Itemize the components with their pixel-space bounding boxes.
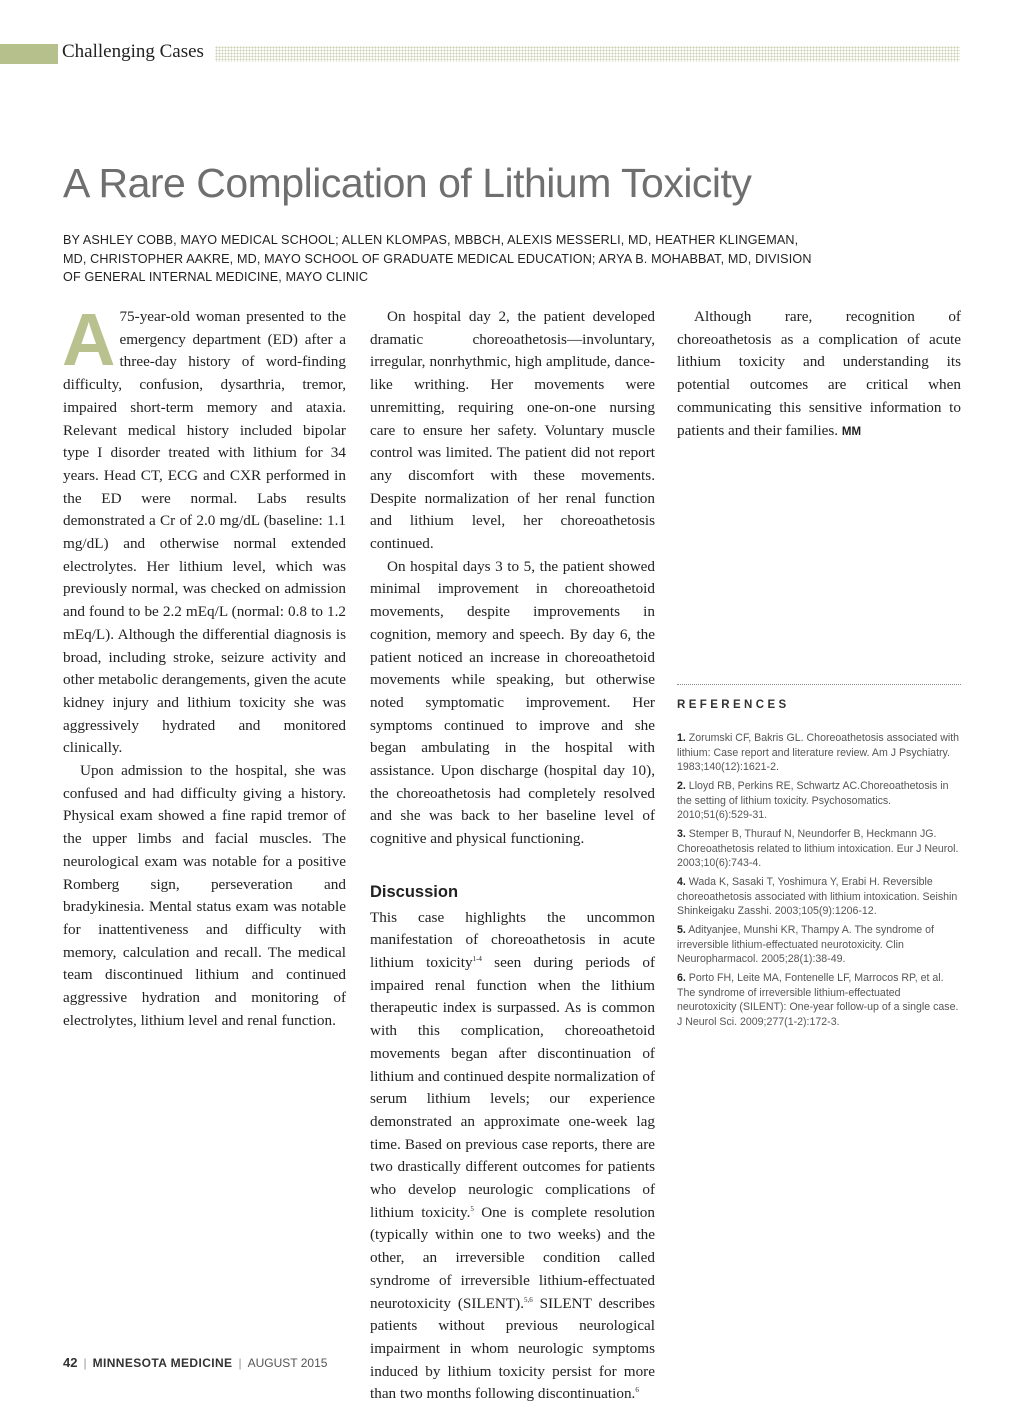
column-3 bbox=[677, 306, 961, 443]
header-dotted-rule bbox=[215, 46, 960, 62]
reference-number: 6. bbox=[677, 972, 686, 984]
magazine-name: MINNESOTA MEDICINE bbox=[92, 1356, 233, 1370]
paragraph-text: Upon admission to the hospital, she was confused and had difficulty giving a history. Physical exam showed a fine rapid tremor of the upper limbs and facial muscles. The neurological exam was notable for a positive Romberg sign, perseveration and bradykinesia. Mental status exam was notable for inattentiveness and difficulty with memory, calculation and recall. The medical team discontinued lithium and continued aggressive hydration and monitoring of electrolytes, lithium level and renal function. bbox=[63, 762, 346, 1029]
column-1 bbox=[62, 298, 346, 1033]
footer-separator: | bbox=[83, 1356, 87, 1370]
paragraph bbox=[370, 556, 655, 851]
paragraph-text: On hospital days 3 to 5, the patient showed minimal improvement in choreoathetoid movements, despite improvements in cognition, memory and speech. By day 6, the patient noticed an increase in choreoathetoid movements while speaking, but otherwise noted symptomatic improvement. Her symptoms continued to improve and she began ambulating in the hospital with assistance. Upon discharge (hospital day 10), the choreoathetosis had completely resolved and she was back to her baseline level of cognitive and physical functioning. bbox=[370, 557, 655, 848]
paragraph-continued bbox=[63, 760, 346, 1032]
references-dotted-rule bbox=[677, 684, 961, 685]
paragraph-text: This case highlights the uncommon manifestation of choreoathetosis in acute lithium toxicity bbox=[370, 908, 655, 971]
references-list bbox=[677, 731, 961, 1034]
reference-item bbox=[677, 779, 961, 823]
drop-cap: A bbox=[62, 298, 116, 381]
citation: 5,6 bbox=[524, 1295, 533, 1304]
page-footer bbox=[63, 1355, 327, 1370]
footer-separator: | bbox=[238, 1356, 242, 1370]
paragraph-text: 75-year-old woman presented to the emergency department (ED) after a three-day history of word-finding difficulty, confusion, dysarthria, tremor, impaired short-term memory and ataxia. Relevant medical history included bipolar type I disorder treated with lithium for 34 years. Head CT, ECG and CXR performed in the ED were normal. Labs results demonstrated a Cr of 2.0 mg/dL (baseline: 1.1 mg/dL) and otherwise normal extended electrolytes. Her lithium level, which was previously normal, was checked on admission and found to be 2.2 mEq/L (normal: 0.8 to 1.2 mEq/L). Although the differential diagnosis is broad, including stroke, seizure activity and other metabolic derangements, given the acute kidney injury and lithium toxicity she was aggressively hydrated and monitored clinically. bbox=[63, 308, 346, 757]
section-label: Challenging Cases bbox=[62, 41, 204, 62]
paragraph bbox=[62, 298, 346, 760]
discussion-heading: Discussion bbox=[370, 882, 459, 901]
article-byline: BY ASHLEY COBB, MAYO MEDICAL SCHOOL; ALLEN KLOMPAS, MBBCH, ALEXIS MESSERLI, MD, HEATHER KLINGEMAN, MD, CHRISTOPHER AAKRE, MD, MAYO SCHOOL OF GRADUATE MEDICAL EDUCATION; ARYA B. MOHABBAT, MD, DIVISION OF GENERAL INTERNAL MEDICINE, MAYO CLINIC bbox=[63, 233, 812, 284]
reference-number: 5. bbox=[677, 924, 686, 936]
reference-item bbox=[677, 827, 961, 871]
section-accent-bar bbox=[0, 44, 58, 64]
page-number: 42 bbox=[63, 1355, 78, 1370]
paragraph bbox=[370, 306, 655, 556]
reference-item bbox=[677, 875, 961, 919]
paragraph-text: One is complete resolution (typically within one to two weeks) and the other, an irreversible condition called syndrome of irreversible lithium-effectuated neurotoxicity (SILENT). bbox=[370, 1203, 655, 1312]
end-mark: MM bbox=[841, 425, 862, 438]
column-2 bbox=[370, 306, 655, 1406]
citation: 6 bbox=[635, 1386, 639, 1395]
paragraph-text: Although rare, recognition of choreoathetosis as a complication of acute lithium toxicity and understanding its potential outcomes are critical when communicating this sensitive information to patients and their families. bbox=[677, 308, 961, 439]
reference-item bbox=[677, 731, 961, 775]
paragraph-text: SILENT describes patients without previous neurological impairment in whom neurologic symptoms induced by lithium toxicity persist for more than two months following discontinuation. bbox=[370, 1294, 655, 1403]
reference-text: Stemper B, Thurauf N, Neundorfer B, Heckmann JG. Choreoathetosis related to lithium intoxication. Eur J Neurol. 2003;10(6):743-4. bbox=[677, 828, 959, 869]
reference-text: Adityanjee, Munshi KR, Thampy A. The syndrome of irreversible lithium-effectuated neurotoxicity. Clin Neuropharmacol. 2005;28(1):38-49. bbox=[677, 924, 934, 965]
reference-text: Zorumski CF, Bakris GL. Choreoathetosis associated with lithium: Case report and literature review. Am J Psychiatry. 1983;140(12):1621-2. bbox=[677, 732, 960, 773]
reference-number: 2. bbox=[677, 780, 686, 792]
reference-number: 4. bbox=[677, 876, 686, 888]
paragraph-text: On hospital day 2, the patient developed dramatic choreoathetosis—involuntary, irregular, nonrhythmic, high amplitude, dance-like writhing. Her movements were unremitting, requiring one-on-one nursing care to ensure her safety. Voluntary muscle control was limited. The patient did not report any discomfort with these movements. Despite normalization of her renal function and lithium level, her choreoathetosis continued. bbox=[370, 308, 655, 553]
reference-text: Lloyd RB, Perkins RE, Schwartz AC.Choreoathetosis in the setting of lithium toxicity. Psychosomatics. 2010;51(6):529-31. bbox=[677, 780, 949, 821]
reference-item bbox=[677, 923, 961, 967]
citation: 1-4 bbox=[472, 954, 482, 963]
reference-item bbox=[677, 971, 961, 1029]
reference-text: Wada K, Sasaki T, Yoshimura Y, Erabi H. Reversible choreoathetosis associated with lithium intoxication. Seishin Shinkeigaku Zasshi. 2003;105(9):1206-12. bbox=[677, 876, 958, 917]
references-heading: REFERENCES bbox=[677, 699, 790, 711]
issue-date: AUGUST 2015 bbox=[247, 1356, 328, 1370]
reference-text: Porto FH, Leite MA, Fontenelle LF, Marrocos RP, et al. The syndrome of irreversible lithium-effectuated neurotoxicity (SILENT): One-year follow-up of a single case. J Neurol Sci. 2009;277(1-2):172-3. bbox=[677, 972, 959, 1028]
citation: 5 bbox=[470, 1204, 474, 1213]
discussion-paragraph bbox=[370, 907, 655, 1406]
reference-number: 1. bbox=[677, 732, 686, 744]
article-title: A Rare Complication of Lithium Toxicity bbox=[63, 160, 752, 206]
paragraph-text: seen during periods of impaired renal function when the lithium therapeutic index is surpassed. As is common with this complication, choreoathetoid movements began after discontinuation of lithium and continued despite normalization of serum lithium levels; our experience demonstrated an approximate one-week lag time. Based on previous case reports, there are two drastically different outcomes for patients who develop neurologic complications of lithium toxicity. bbox=[370, 953, 656, 1221]
paragraph bbox=[677, 306, 961, 443]
reference-number: 3. bbox=[677, 828, 686, 840]
